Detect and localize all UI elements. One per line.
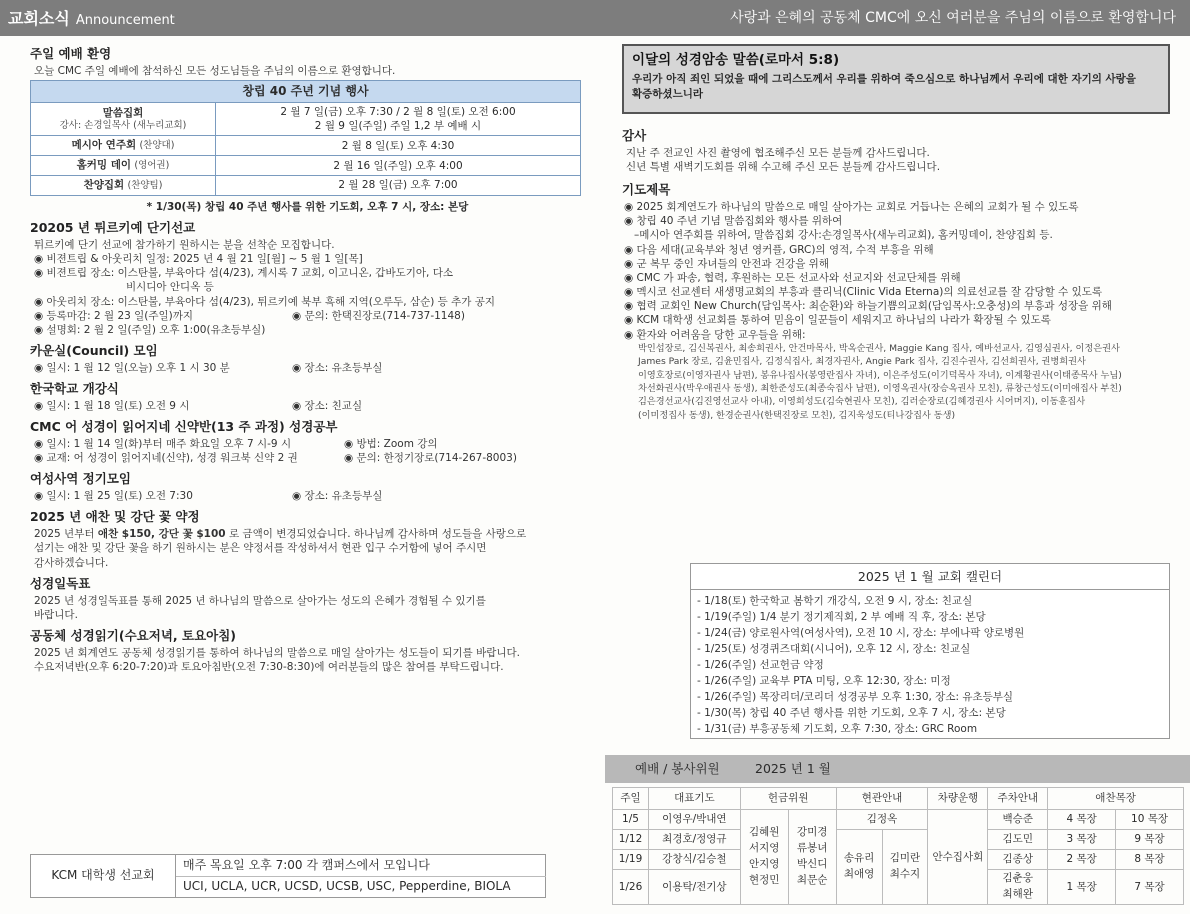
women-row bbox=[30, 489, 585, 503]
page-header bbox=[0, 0, 1190, 36]
table-row bbox=[31, 103, 581, 136]
kcm-campuses: UCI, UCLA, UCR, UCSD, UCSB, USC, Pepperdine, BIOLA bbox=[183, 879, 511, 893]
duty-date: 1/12 bbox=[613, 830, 649, 850]
offering-group-a bbox=[740, 810, 788, 905]
parking-name: 김종상 bbox=[988, 850, 1048, 870]
calendar-title: 2025 년 1 월 교회 캘린더 bbox=[691, 564, 1169, 590]
event-label-cell bbox=[31, 136, 216, 156]
prayer-item: ◉ 협력 교회인 New Church(담임목사: 최순환)와 하늘기쁨의교회(담임목사:오충성)의 부흥과 성장을 위해 bbox=[624, 300, 1112, 313]
kcm-schedule: 매주 목요일 오후 7:00 각 캠퍼스에서 모입니다 bbox=[183, 858, 430, 872]
prayer-names-line: 박인섭장로, 김신복권사, 최송희권사, 안건마목사, 박옥순권사, Maggie Kang 집사, 예바선교사, 김영심권사, 이정은권사 bbox=[638, 342, 1120, 354]
parking-name: 최해완 bbox=[1002, 887, 1033, 900]
event-time: 2 월 16 일(주일) 오후 4:00 bbox=[216, 156, 581, 176]
calendar-item: - 1/25(토) 성경퀴즈대회(시니어), 오후 12 시, 장소: 친교실 bbox=[697, 642, 971, 655]
usher-top: 김정옥 bbox=[836, 810, 928, 830]
prayer-item: ◉ 창립 40 주년 기념 말씀집회와 행사를 위하여 bbox=[624, 215, 843, 228]
thanks-text: 지난 주 전교인 사진 촬영에 협조해주신 모든 분들께 감사드립니다. bbox=[626, 146, 930, 159]
duty-table bbox=[612, 787, 1184, 905]
women-place: ◉ 장소: 유초등부실 bbox=[292, 490, 383, 503]
anniversary-title: 창립 40 주년 기념 행사 bbox=[31, 81, 581, 103]
prayer-item: ◉ 군 복무 중인 자녀들의 안전과 건강을 위해 bbox=[624, 257, 829, 270]
calendar-item: - 1/26(주일) 목장리더/코리더 성경공부 오후 1:30, 장소: 유초등부실 bbox=[697, 690, 1014, 703]
meal-b: 7 목장 bbox=[1116, 870, 1184, 905]
prayer-item: –메시아 연주회를 위하여, 말씀집회 강사:손경일목사(새누리교회), 홈커밍데이, 찬양집회 등. bbox=[634, 229, 1053, 242]
flowers-text bbox=[30, 527, 585, 541]
thanks-text-2: 신년 특별 새벽기도회를 위해 수고해 주신 모든 분들께 감사드립니다. bbox=[626, 161, 941, 174]
header-offering: 헌금위원 bbox=[740, 788, 836, 810]
calendar-item: - 1/31(금) 부흥공동체 기도회, 오후 7:30, 장소: GRC Room bbox=[697, 722, 978, 735]
offering-name: 최문순 bbox=[796, 873, 828, 886]
turkey-contact: ◉ 문의: 한택진장로(714-737-1148) bbox=[292, 309, 465, 322]
parking-name: 백승준 bbox=[988, 810, 1048, 830]
council-date: ◉ 일시: 1 월 12 일(오늘) 오후 1 시 30 분 bbox=[34, 361, 230, 374]
usher-name: 송유리 bbox=[843, 852, 875, 864]
offering-name: 강미경 bbox=[796, 826, 828, 839]
calendar-item: - 1/18(토) 한국학교 봄학기 개강식, 오전 9 시, 장소: 친교실 bbox=[697, 595, 973, 607]
turkey-item: ◉ 비젼트립 장소: 이스탄불, 부육아다 섬(4/23), 계시록 7 교회, 이고니온, 갑바도기아, 다소 bbox=[34, 267, 453, 280]
flowers-text-3: 감사하겠습니다. bbox=[34, 556, 109, 569]
reading-chart-text-2: 바랍니다. bbox=[34, 608, 78, 621]
offering-name: 김혜원 bbox=[749, 826, 780, 839]
korean-school-title: 한국학교 개강식 bbox=[30, 381, 119, 397]
thanks-title: 감사 bbox=[622, 128, 647, 143]
header-usher: 현관안내 bbox=[836, 788, 928, 810]
offering-name: 현정민 bbox=[749, 873, 780, 886]
kcm-label: KCM 대학생 선교회 bbox=[31, 855, 176, 897]
duty-month: 2025 년 1 월 bbox=[755, 761, 831, 776]
bible-study-row bbox=[30, 451, 585, 465]
driving-cell: 안수집사회 bbox=[928, 810, 988, 905]
flowers-amount: 애찬 $150, 강단 꽃 $100 bbox=[97, 528, 226, 541]
usher-name: 김미란 bbox=[889, 852, 921, 864]
meal-b: 10 목장 bbox=[1116, 810, 1184, 830]
turkey-deadline: ◉ 등록마감: 2 월 23 일(주일)까지 bbox=[34, 309, 194, 322]
prayer-names-line: (이미정집사 동생), 한경순권사(한택진장로 모친), 김지욱성도(티나강집사 동생) bbox=[638, 409, 956, 421]
header-driving: 차량운행 bbox=[928, 788, 988, 810]
prayer-names-line: 차선화권사(박우애권사 동생), 최한준성도(최종숙집사 남편), 이영옥권사(장승옥권사 모친), 류창근성도(이미애집사 부친) bbox=[638, 382, 1122, 394]
right-column bbox=[622, 44, 1170, 422]
left-column bbox=[30, 46, 585, 674]
calendar-item: - 1/19(주일) 1/4 분기 정기제직회, 2 부 예배 직 후, 장소: 본당 bbox=[697, 610, 986, 623]
kcm-divider bbox=[176, 876, 546, 877]
prayer-item: ◉ 환자와 어려움을 당한 교우들을 위해: bbox=[624, 328, 806, 341]
event-time: 2 월 8 일(토) 오후 4:30 bbox=[216, 136, 581, 156]
prayer-item: ◉ 다음 세대(교육부와 청년 영커플, GRC)의 영적, 수적 부흥을 위해 bbox=[624, 243, 934, 256]
event-time: 2 월 28 일(금) 오후 7:00 bbox=[216, 176, 581, 196]
prayer-title: 기도제목 bbox=[622, 182, 671, 198]
council-place: ◉ 장소: 유초등부실 bbox=[292, 361, 383, 374]
korean-school-date: ◉ 일시: 1 월 18 일(토) 오전 9 시 bbox=[34, 400, 190, 412]
calendar-item: - 1/24(금) 양로원사역(여성사역), 오전 10 시, 장소: 부에나팍 양로병원 bbox=[697, 626, 1025, 639]
duty-bar bbox=[605, 755, 1190, 783]
event-label: 메시아 연주회 bbox=[71, 139, 137, 152]
table-row bbox=[31, 136, 581, 156]
event-sub: (찬양팀) bbox=[127, 180, 163, 192]
duty-prayer: 최경호/정영규 bbox=[648, 830, 740, 850]
table-header-row bbox=[613, 788, 1184, 810]
header-meal: 애찬목장 bbox=[1048, 788, 1184, 810]
women-title: 여성사역 정기모임 bbox=[30, 471, 131, 487]
duty-title: 예배 / 봉사위원 bbox=[635, 761, 720, 776]
duty-date: 1/26 bbox=[613, 870, 649, 905]
reading-chart-title: 성경일독표 bbox=[30, 575, 91, 591]
meal-a: 2 목장 bbox=[1048, 850, 1116, 870]
prayer-item: ◉ CMC 가 파송, 협력, 후원하는 모든 선교사와 선교지와 선교단체를 위해 bbox=[624, 271, 961, 284]
calendar-list bbox=[691, 590, 1169, 742]
header-date: 주일 bbox=[613, 788, 649, 810]
flowers-title: 2025 년 애찬 및 강단 꽃 약정 bbox=[30, 509, 200, 525]
header-title: 교회소식 bbox=[8, 9, 70, 28]
event-label: 홈커밍 데이 bbox=[76, 159, 132, 172]
duty-date: 1/19 bbox=[613, 850, 649, 870]
turkey-item: ◉ 아웃리치 장소: 이스탄불, 부육아다 섬(4/23), 튀르키예 북부 흑해 지역(오루두, 삼순) 등 추가 공지 bbox=[34, 295, 496, 308]
offering-name: 안지영 bbox=[749, 857, 780, 870]
turkey-item: ◉ 비젼트립 & 아웃리치 일정: 2025 년 4 월 21 일[월] ~ 5 월 1 일[목] bbox=[34, 253, 363, 266]
usher-group-b bbox=[882, 830, 928, 905]
offering-group-b bbox=[788, 810, 836, 905]
event-label-cell bbox=[31, 156, 216, 176]
parking-name: 김도민 bbox=[988, 830, 1048, 850]
event-label-cell bbox=[31, 103, 216, 136]
event-sub: (찬양대) bbox=[139, 140, 175, 152]
event-sub: 강사: 손경일목사 (새누리교회) bbox=[59, 119, 187, 131]
table-row bbox=[613, 830, 1184, 850]
duty-prayer: 이용탁/전기상 bbox=[648, 870, 740, 905]
welcome-title: 주일 예배 환영 bbox=[30, 46, 112, 61]
offering-name: 서지영 bbox=[749, 842, 780, 854]
korean-school-row bbox=[30, 399, 585, 413]
usher-name: 최애영 bbox=[843, 867, 875, 880]
header-prayer: 대표기도 bbox=[648, 788, 740, 810]
turkey-intro: 튀르키예 단기 선교에 참가하기 원하시는 분을 선착순 모집합니다. bbox=[34, 238, 335, 251]
bible-study-material: ◉ 교재: 어 성경이 읽어지네(신약), 성경 워크북 신약 2 권 bbox=[34, 452, 298, 465]
council-title: 카운실(Council) 모임 bbox=[30, 343, 158, 359]
bible-study-title: CMC 어 성경이 읽어지네 신약반(13 주 과정) 성경공부 bbox=[30, 419, 338, 435]
event-time: 2 월 7 일(금) 오후 7:30 / 2 월 8 일(토) 오전 6:00 bbox=[280, 106, 516, 119]
header-parking: 주차안내 bbox=[988, 788, 1048, 810]
event-label: 찬양집회 bbox=[83, 179, 125, 192]
calendar-item: - 1/26(주일) 선교헌금 약정 bbox=[697, 658, 824, 671]
flowers-prefix: 2025 년부터 bbox=[34, 528, 98, 541]
bible-study-method: ◉ 방법: Zoom 강의 bbox=[344, 438, 438, 451]
usher-group-a bbox=[836, 830, 882, 905]
kcm-box bbox=[30, 854, 546, 898]
calendar-item: - 1/30(목) 창립 40 주년 행사를 위한 기도회, 오후 7 시, 장소: 본당 bbox=[697, 706, 1006, 719]
calendar-item: - 1/26(주일) 교육부 PTA 미팅, 오후 12:30, 장소: 미정 bbox=[697, 674, 951, 687]
parking-name: 김춘웅 bbox=[1002, 872, 1033, 884]
header-welcome: 사랑과 은혜의 공동체 CMC에 오신 여러분을 주님의 이름으로 환영합니다 bbox=[730, 10, 1176, 26]
bible-study-contact: ◉ 문의: 한정기장로(714-267-8003) bbox=[344, 452, 517, 465]
flowers-rest: 로 금액이 변경되었습니다. 하나님께 감사하며 성도들을 사랑으로 bbox=[225, 528, 527, 541]
welcome-text: 오늘 CMC 주일 예배에 참석하신 모든 성도님들을 주님의 이름으로 환영합니다. bbox=[34, 64, 396, 77]
meal-a: 1 목장 bbox=[1048, 870, 1116, 905]
bible-study-row bbox=[30, 437, 585, 451]
meal-b: 8 목장 bbox=[1116, 850, 1184, 870]
calendar-box bbox=[690, 563, 1170, 739]
prayer-names bbox=[622, 342, 1170, 422]
offering-name: 박신디 bbox=[796, 857, 828, 870]
flowers-text-2: 섬기는 애찬 및 강단 꽃을 하기 원하시는 분은 약정서를 작성하셔서 현관 입구 수거함에 넣어 주시면 bbox=[34, 542, 487, 555]
prayer-names-line: 이영호장로(이영자권사 남편), 봉유나집사(봉영란집사 자녀), 이은주성도(이기덕목사 자녀), 이계황권사(이태종목사 누님) bbox=[638, 369, 1122, 381]
table-row bbox=[31, 176, 581, 196]
parking-group bbox=[988, 870, 1048, 905]
event-time-2: 2 월 9 일(주일) 주일 1,2 부 예배 시 bbox=[314, 120, 482, 133]
duty-prayer: 강창식/김승철 bbox=[648, 850, 740, 870]
turkey-item: 비시디아 안디옥 등 bbox=[126, 281, 214, 294]
meal-b: 9 목장 bbox=[1116, 830, 1184, 850]
women-date: ◉ 일시: 1 월 25 일(토) 오전 7:30 bbox=[34, 490, 193, 503]
community-reading-text: 2025 년 회계연도 공동체 성경읽기를 통하여 하나님의 말씀으로 매일 살아가는 성도들이 되기를 바랍니다. bbox=[34, 646, 520, 659]
verse-line: 우리가 아직 죄인 되었을 때에 그리스도께서 우리를 위하여 죽으심으로 하나님께서 우리에 대한 자기의 사랑을 bbox=[632, 73, 1136, 86]
event-sub: (영어권) bbox=[134, 160, 170, 172]
bible-study-date: ◉ 일시: 1 월 14 일(화)부터 매주 화요일 오후 7 시-9 시 bbox=[34, 438, 292, 451]
community-reading-title: 공동체 성경읽기(수요저녁, 토요아침) bbox=[30, 628, 237, 644]
header-title-group bbox=[8, 8, 175, 30]
turkey-title: 20205 년 튀르키예 단기선교 bbox=[30, 220, 196, 235]
verse-line-2: 확증하셨느니라 bbox=[632, 88, 704, 101]
event-label: 말씀집회 bbox=[102, 106, 144, 119]
event-label-cell bbox=[31, 176, 216, 196]
korean-school-place: ◉ 장소: 친교실 bbox=[292, 400, 363, 412]
prayer-item: ◉ 2025 회계연도가 하나님의 말씀으로 매일 살아가는 교회로 거듭나는 은혜의 교회가 될 수 있도록 bbox=[624, 201, 1079, 214]
anniversary-note: * 1/30(목) 창립 40 주년 행사를 위한 기도회, 오후 7 시, 장소: 본당 bbox=[146, 200, 469, 213]
prayer-names-line: 김은경선교사(김진영선교사 아내), 이영희성도(김숙현권사 모친), 김러순장로(김혜경권사 시어머지), 이동훈집사 bbox=[638, 396, 1086, 408]
community-reading-text-2: 수요저녁반(오후 6:20-7:20)과 토요아침반(오전 7:30-8:30)에 여러분들의 많은 참여를 부탁드립니다. bbox=[34, 661, 504, 674]
duty-prayer: 이영우/박내연 bbox=[648, 810, 740, 830]
verse-text bbox=[632, 72, 1160, 102]
usher-name: 최수지 bbox=[889, 867, 921, 880]
duty-date: 1/5 bbox=[613, 810, 649, 830]
table-row bbox=[613, 810, 1184, 830]
verse-title: 이달의 성경암송 말씀(로마서 5:8) bbox=[632, 52, 840, 68]
meal-a: 4 목장 bbox=[1048, 810, 1116, 830]
header-title-en: Announcement bbox=[75, 13, 175, 28]
event-time-cell bbox=[216, 103, 581, 136]
verse-box bbox=[622, 44, 1170, 114]
offering-name: 류봉녀 bbox=[796, 842, 828, 854]
anniversary-table bbox=[30, 80, 581, 196]
council-row bbox=[30, 361, 585, 375]
prayer-names-line: James Park 장로, 김윤민집사, 김정식집사, 최경자권사, Angie Park 집사, 김진수권사, 김선희권사, 권병희권사 bbox=[638, 356, 1086, 368]
reading-chart-text: 2025 년 성경일독표를 통해 2025 년 하나님의 말씀으로 살아가는 성도의 은혜가 경험될 수 있기를 bbox=[34, 594, 486, 607]
table-row bbox=[31, 156, 581, 176]
meal-a: 3 목장 bbox=[1048, 830, 1116, 850]
turkey-briefing: ◉ 설명회: 2 월 2 일(주일) 오후 1:00(유초등부실) bbox=[34, 323, 266, 336]
prayer-item: ◉ 멕시코 선교센터 새생명교회의 부흥과 클리닉(Clinic Vida Eterna)의 의료선교를 잘 감당할 수 있도록 bbox=[624, 286, 1103, 299]
turkey-deadline-row bbox=[30, 309, 585, 323]
prayer-item: ◉ KCM 대학생 선교회를 통하여 믿음이 일꾼들이 세워지고 하나님의 나라가 확장될 수 있도록 bbox=[624, 314, 1051, 327]
